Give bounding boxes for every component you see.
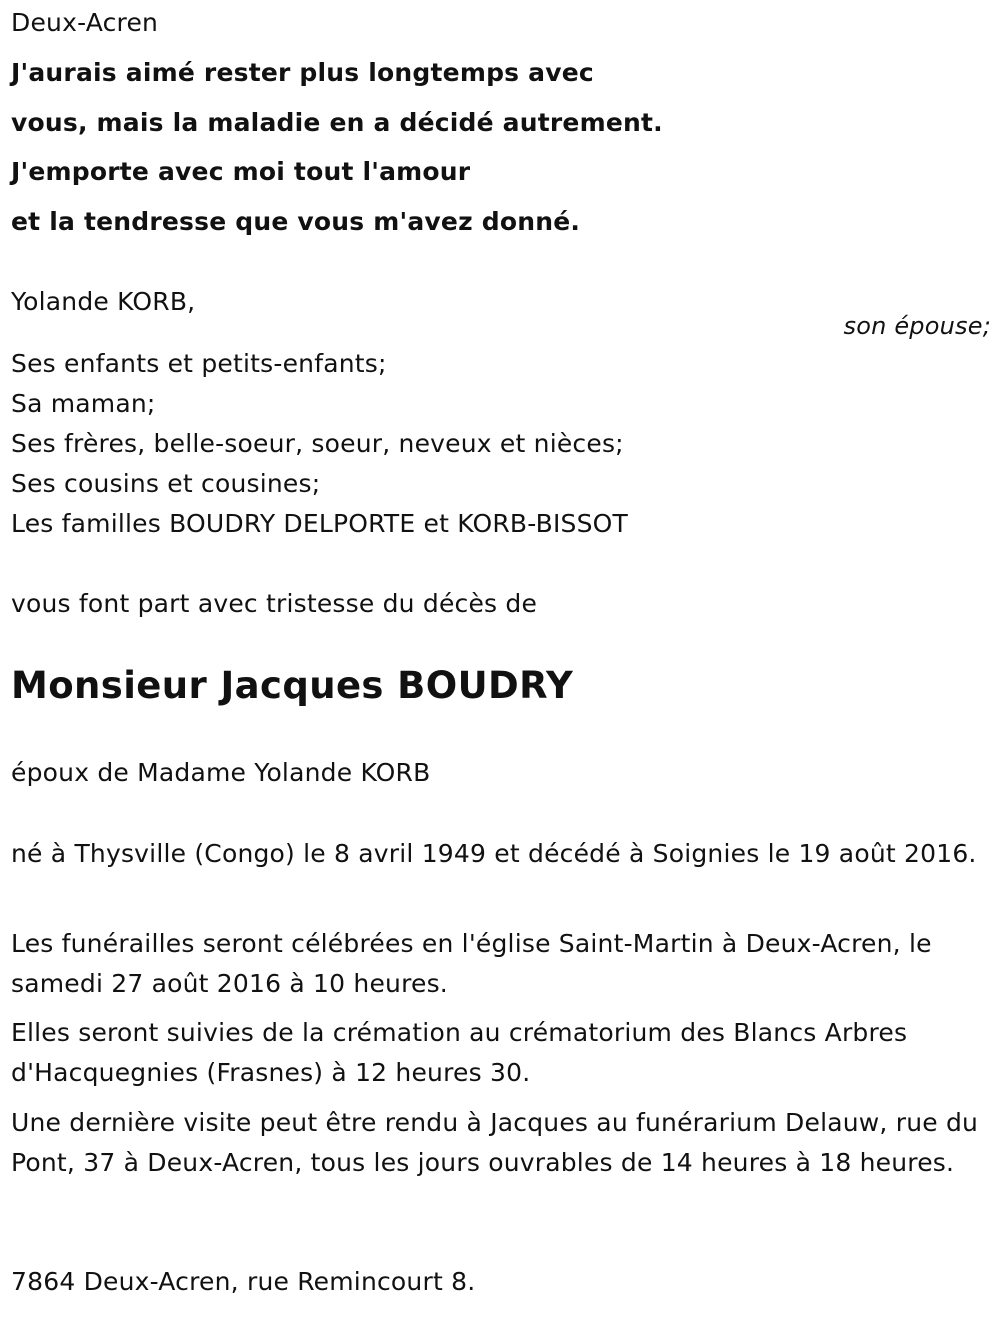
family-line-children: Ses enfants et petits-enfants;: [11, 349, 387, 378]
family-line-siblings: Ses frères, belle-soeur, soeur, neveux et nièces;: [11, 429, 624, 458]
poem-line-4: et la tendresse que vous m'avez donné.: [11, 207, 581, 236]
deceased-name: Monsieur Jacques BOUDRY: [11, 664, 574, 707]
family-line-mother: Sa maman;: [11, 389, 156, 418]
spouse-of-text: époux de Madame Yolande KORB: [11, 758, 431, 787]
family-line-families: Les familles BOUDRY DELPORTE et KORB-BISSOT: [11, 509, 629, 538]
family-line-cousins: Ses cousins et cousines;: [11, 469, 321, 498]
poem-line-1: J'aurais aimé rester plus longtemps avec: [11, 58, 594, 87]
place-heading: Deux-Acren: [11, 8, 159, 37]
spouse-name: Yolande KORB,: [11, 287, 196, 316]
visit-paragraph: Une dernière visite peut être rendu à Jacques au funérarium Delauw, rue du Pont, 37 à Deux-Acren, tous les jours ouvrables de 14 heures à 18 heures.: [11, 1108, 979, 1177]
funeral-paragraph: Les funérailles seront célébrées en l'église Saint-Martin à Deux-Acren, le samedi 27 août 2016 à 10 heures.: [11, 929, 932, 998]
birth-death-paragraph: né à Thysville (Congo) le 8 avril 1949 et décédé à Soignies le 19 août 2016.: [11, 839, 977, 868]
poem-line-3: J'emporte avec moi tout l'amour: [11, 157, 471, 186]
address-line: 7864 Deux-Acren, rue Remincourt 8.: [11, 1267, 476, 1296]
poem-line-2: vous, mais la maladie en a décidé autrement.: [11, 108, 663, 137]
cremation-paragraph: Elles seront suivies de la crémation au crématorium des Blancs Arbres d'Hacquegnies (Frasnes) à 12 heures 30.: [11, 1018, 908, 1087]
announcement-text: vous font part avec tristesse du décès de: [11, 589, 538, 618]
spouse-role: son épouse;: [843, 312, 991, 340]
